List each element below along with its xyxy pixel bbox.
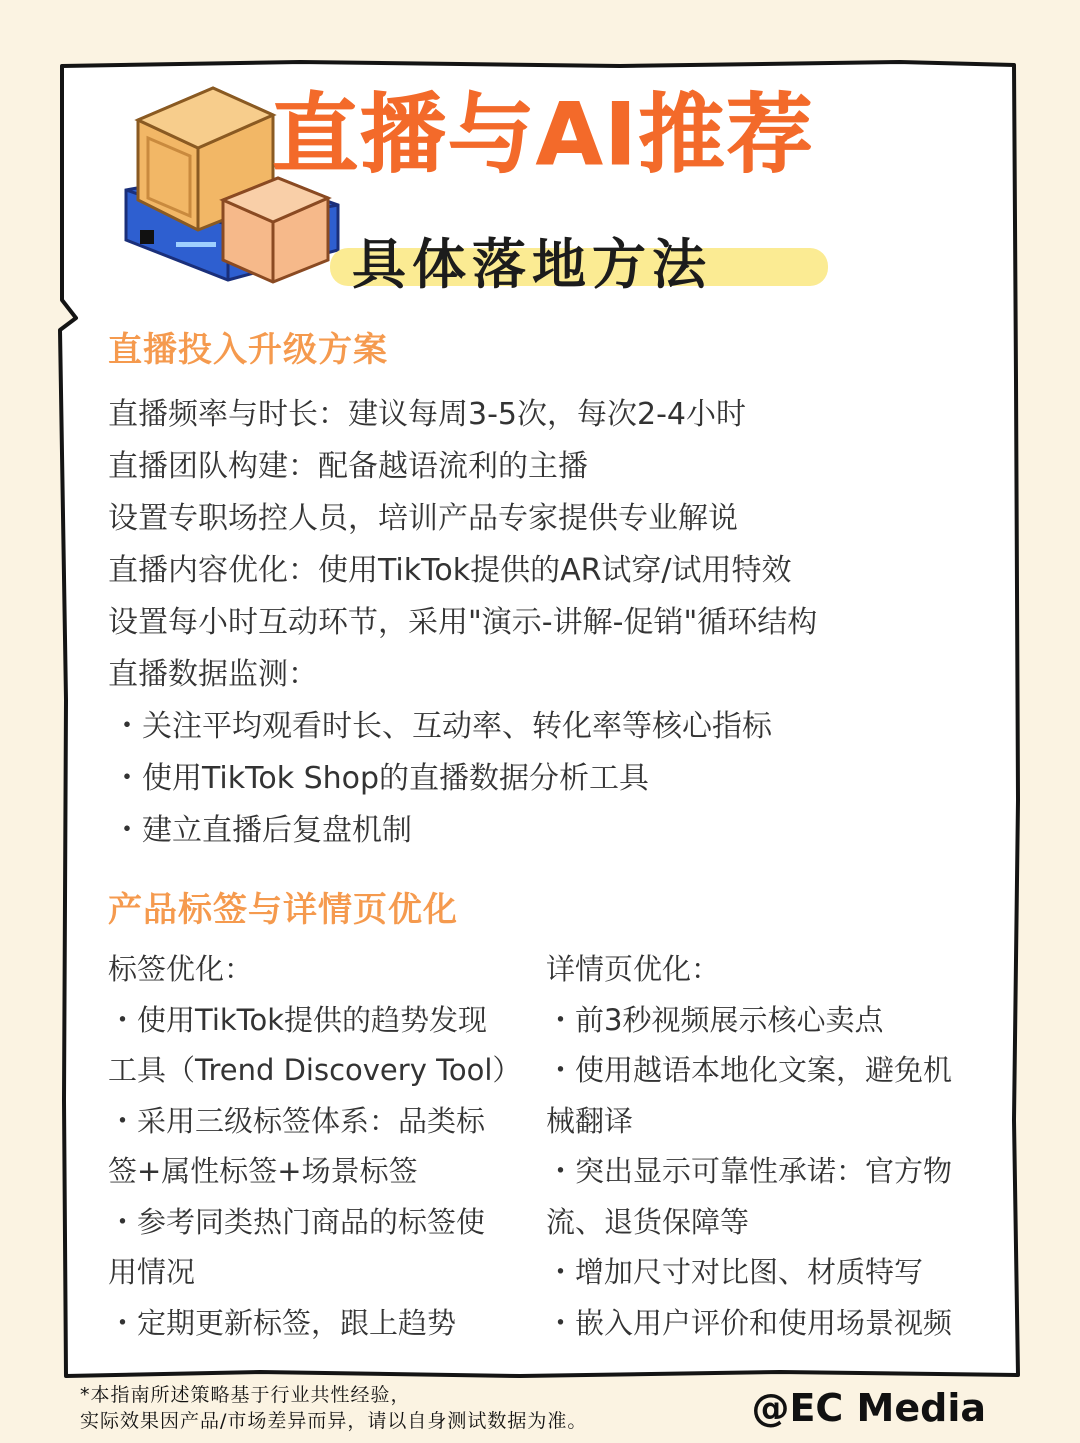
section-title-livestream: 直播投入升级方案 [108,330,388,370]
left-row-3: 工具（Trend Discovery Tool） [108,1053,522,1087]
section1-bullet-1: ・关注平均观看时长、互动率、转化率等核心指标 [112,709,772,744]
left-row-6: ・参考同类热门商品的标签使 [108,1204,486,1239]
left-row-7: 用情况 [108,1255,196,1289]
right-row-4: 械翻译 [546,1103,634,1138]
disclaimer-line-1: *本指南所述策略基于行业共性经验， [80,1384,411,1406]
right-row-6: 流、退货保障等 [546,1204,750,1239]
right-row-7: ・增加尺寸对比图、材质特写 [546,1255,924,1289]
subtitle-block [330,222,828,296]
disclaimer-note [80,1382,587,1434]
detail-page-column [546,944,952,1348]
left-row-1: 标签优化： [108,952,254,986]
brand-handle: @EC Media [751,1386,986,1430]
right-row-2: ・前3秒视频展示核心卖点 [546,1002,884,1037]
section1-line-1: 直播频率与时长：建议每周3-5次，每次2-4小时 [108,397,746,432]
section1-line-5: 设置每小时互动环节，采用"演示-讲解-促销"循环结构 [108,605,818,640]
left-row-2: ・使用TikTok提供的趋势发现 [108,1002,487,1037]
tag-optimization-column [108,944,521,1348]
right-row-8: ・嵌入用户评价和使用场景视频 [546,1305,953,1340]
section1-bullet-2: ・使用TikTok Shop的直播数据分析工具 [112,761,650,796]
page-title: 直播与AI推荐 [272,85,815,185]
section-title-tags-detail: 产品标签与详情页优化 [108,890,458,930]
section1-bullet-3: ・建立直播后复盘机制 [112,813,412,848]
section1-line-2: 直播团队构建：配备越语流利的主播 [108,449,588,484]
left-row-4: ・采用三级标签体系：品类标 [108,1103,486,1138]
right-row-5: ・突出显示可靠性承诺：官方物 [546,1154,953,1188]
left-row-8: ・定期更新标签，跟上趋势 [108,1305,457,1340]
right-row-1: 详情页优化： [546,952,721,986]
left-row-5: 签+属性标签+场景标签 [108,1154,418,1188]
section1-line-6: 直播数据监测： [108,657,318,692]
disclaimer-line-2: 实际效果因产品/市场差异而异，请以自身测试数据为准。 [80,1410,588,1432]
section1-line-4: 直播内容优化：使用TikTok提供的AR试穿/试用特效 [108,553,792,588]
page-subtitle: 具体落地方法 [352,233,712,296]
right-row-3: ・使用越语本地化文案，避免机 [546,1053,953,1087]
section1-line-3: 设置专职场控人员，培训产品专家提供专业解说 [108,501,738,536]
